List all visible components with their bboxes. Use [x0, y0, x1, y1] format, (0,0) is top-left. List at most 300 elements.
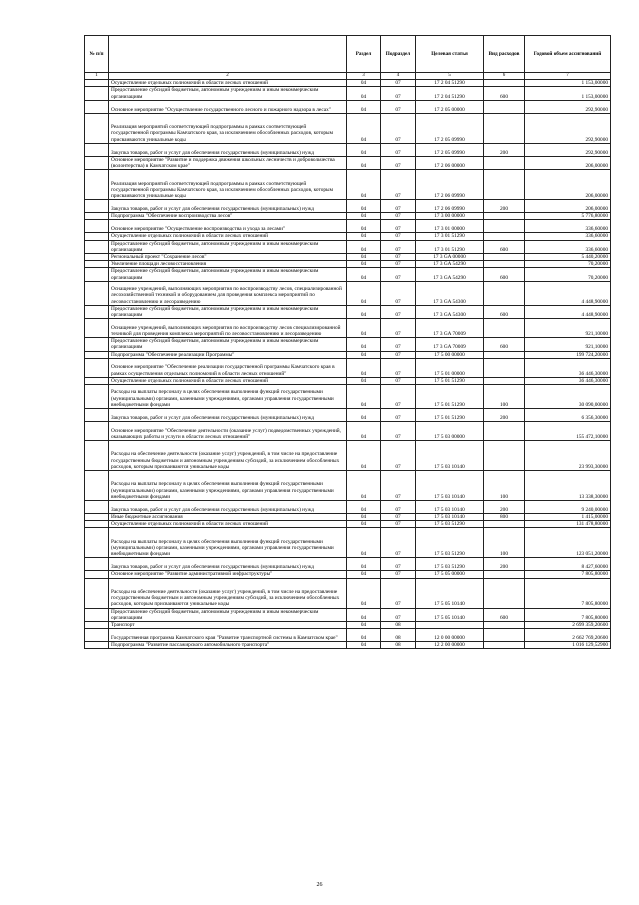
page-number: 26	[316, 882, 323, 888]
row-subsection-cell: 07	[381, 501, 416, 514]
row-name-cell: Предоставление субсидий бюджетным, автономным учреждениям и иным некоммерческим организациям	[109, 305, 347, 318]
row-section-cell: 04	[347, 622, 381, 629]
row-amount-cell: 13 338,30000	[525, 471, 611, 501]
table-row	[85, 281, 611, 305]
row-section-cell: 04	[347, 143, 381, 156]
table-row	[85, 642, 611, 649]
row-expense-type-cell: 600	[484, 338, 525, 351]
row-name-cell: Предоставление субсидий бюджетным, автономным учреждениям и иным некоммерческим организациям	[109, 608, 347, 621]
row-num-cell	[85, 233, 109, 240]
table-row	[85, 268, 611, 281]
row-section-cell: 04	[347, 558, 381, 571]
row-expense-type-cell: 200	[484, 143, 525, 156]
row-name-cell: Расходы на обеспечение деятельности (оказание услуг) учреждений, в том числе на предоставление государственным бюджетным и автономным учреждениям субсидий, за исключением обособленных расходов, которым присваиваются уникальные коды	[109, 441, 347, 471]
row-num-cell	[85, 608, 109, 621]
row-target-cell: 17 5 01 51290	[416, 409, 484, 422]
row-amount-cell: 4 448,90000	[525, 305, 611, 318]
header-number: 7	[525, 73, 611, 80]
row-target-cell: 17 3 01 51290	[416, 233, 484, 240]
row-expense-type-cell: 600	[484, 87, 525, 100]
header-number: 4	[381, 73, 416, 80]
row-name-cell: Основное мероприятие "Развитие административной инфраструктуры"	[109, 571, 347, 578]
header-row	[85, 36, 611, 73]
row-name-cell: Расходы на выплаты персоналу в целях обеспечения выполнения функций государственными (муниципальными) органами, казенными учреждениями, органами управления государственными внебюджетными фондами	[109, 385, 347, 409]
row-expense-type-cell	[484, 100, 525, 113]
row-amount-cell: 1 016 129,52900	[525, 642, 611, 649]
row-subsection-cell: 07	[381, 305, 416, 318]
row-amount-cell: 921,10000	[525, 338, 611, 351]
table-row	[85, 514, 611, 521]
row-target-cell: 17 3 00 00000	[416, 213, 484, 220]
row-target-cell: 17 3 GA 54300	[416, 281, 484, 305]
row-target-cell: 17 2 06 09990	[416, 170, 484, 200]
row-subsection-cell: 07	[381, 528, 416, 558]
row-expense-type-cell	[484, 377, 525, 384]
row-expense-type-cell	[484, 441, 525, 471]
row-section-cell: 04	[347, 233, 381, 240]
row-target-cell: 17 5 00 00000	[416, 351, 484, 358]
row-target-cell: 17 3 01 51290	[416, 240, 484, 253]
row-amount-cell: 123 051,20000	[525, 528, 611, 558]
row-target-cell: 17 3 GA 54290	[416, 261, 484, 268]
table-row	[85, 351, 611, 358]
row-name-cell: Основное мероприятие "Осуществление государственного лесного и пожарного надзора в лесах"	[109, 100, 347, 113]
table-row	[85, 528, 611, 558]
row-amount-cell: 155 472,10000	[525, 422, 611, 441]
row-section-cell: 04	[347, 338, 381, 351]
row-section-cell: 04	[347, 385, 381, 409]
row-section-cell: 04	[347, 358, 381, 377]
row-section-cell: 04	[347, 113, 381, 143]
row-target-cell: 17 5 05 10140	[416, 608, 484, 621]
table-row	[85, 100, 611, 113]
row-target-cell: 17 3 GA 70009	[416, 319, 484, 338]
row-target-cell: 17 3 GA 70009	[416, 338, 484, 351]
row-expense-type-cell	[484, 113, 525, 143]
row-name-cell: Осуществление отдельных полномочий в области лесных отношений	[109, 521, 347, 528]
row-num-cell	[85, 385, 109, 409]
row-name-cell: Оснащение учреждений, выполняющих мероприятия по воспроизводству лесов, специализированной лесохозяйственной техникой и оборудованием для проведения комплекса мероприятий по лесовосстановлению и лесоразведению	[109, 281, 347, 305]
row-expense-type-cell	[484, 213, 525, 220]
row-target-cell: 12 2 00 00000	[416, 642, 484, 649]
row-target-cell: 17 2 04 51290	[416, 80, 484, 87]
table-row	[85, 305, 611, 318]
row-section-cell: 04	[347, 240, 381, 253]
row-section-cell: 04	[347, 608, 381, 621]
row-expense-type-cell	[484, 422, 525, 441]
row-amount-cell: 336,60000	[525, 220, 611, 233]
row-section-cell: 04	[347, 100, 381, 113]
row-expense-type-cell: 800	[484, 514, 525, 521]
row-amount-cell: 6 356,30000	[525, 409, 611, 422]
row-num-cell	[85, 268, 109, 281]
row-name-cell: Предоставление субсидий бюджетным, автономным учреждениям и иным некоммерческим организациям	[109, 338, 347, 351]
table-row	[85, 254, 611, 261]
row-num-cell	[85, 338, 109, 351]
row-num-cell	[85, 471, 109, 501]
row-target-cell: 17 5 05 10140	[416, 578, 484, 608]
row-expense-type-cell: 200	[484, 409, 525, 422]
table-row	[85, 143, 611, 156]
row-name-cell: Реализация мероприятий соответствующей подпрограммы в рамках соответствующей государственной программы Камчатского края, за исключением обособленных расходов, которым присваиваются уникальные коды	[109, 113, 347, 143]
row-amount-cell: 36 446,30000	[525, 377, 611, 384]
row-name-cell: Реализация мероприятий соответствующей подпрограммы в рамках соответствующей государственной программы Камчатского края, за исключением обособленных расходов, которым присваиваются уникальные коды	[109, 170, 347, 200]
table-row	[85, 220, 611, 233]
row-target-cell: 17 5 03 10140	[416, 501, 484, 514]
row-section-cell: 04	[347, 409, 381, 422]
header-cell-section: Раздел	[347, 36, 381, 73]
row-amount-cell: 206,00000	[525, 170, 611, 200]
row-target-cell: 17 5 03 51290	[416, 558, 484, 571]
row-expense-type-cell	[484, 261, 525, 268]
row-section-cell: 04	[347, 629, 381, 642]
row-expense-type-cell	[484, 319, 525, 338]
row-target-cell: 17 2 06 09990	[416, 200, 484, 213]
row-name-cell: Основное мероприятие "Осуществление воспроизводства и ухода за лесами"	[109, 220, 347, 233]
row-target-cell: 17 3 01 00000	[416, 220, 484, 233]
row-name-cell: Государственная программа Камчатского края "Развитие транспортной системы в Камчатском крае"	[109, 629, 347, 642]
row-amount-cell: 30 090,00000	[525, 385, 611, 409]
row-name-cell: Предоставление субсидий бюджетным, автономным учреждениям и иным некоммерческим организациям	[109, 268, 347, 281]
row-target-cell: 17 3 GA 54300	[416, 305, 484, 318]
row-num-cell	[85, 281, 109, 305]
row-expense-type-cell: 600	[484, 268, 525, 281]
row-target-cell: 17 2 04 51290	[416, 87, 484, 100]
row-name-cell: Основное мероприятие "Обеспечение реализации государственной программы Камчатского края в рамках осуществления отдельных полномочий в области лесных отношений"	[109, 358, 347, 377]
row-section-cell: 04	[347, 514, 381, 521]
row-num-cell	[85, 220, 109, 233]
row-name-cell: Расходы на выплаты персоналу в целях обеспечения выполнения функций государственными (муниципальными) органами, казенными учреждениями, органами управления государственными внебюджетными фондами	[109, 528, 347, 558]
row-target-cell: 17 2 05 09990	[416, 113, 484, 143]
row-num-cell	[85, 80, 109, 87]
row-name-cell: Транспорт	[109, 622, 347, 629]
row-amount-cell: 336,60000	[525, 233, 611, 240]
row-subsection-cell: 07	[381, 100, 416, 113]
row-num-cell	[85, 240, 109, 253]
row-section-cell: 04	[347, 281, 381, 305]
row-section-cell: 04	[347, 220, 381, 233]
row-num-cell	[85, 578, 109, 608]
row-subsection-cell: 07	[381, 409, 416, 422]
budget-table	[84, 35, 611, 649]
row-name-cell: Осуществление отдельных полномочий в области лесных отношений	[109, 233, 347, 240]
row-num-cell	[85, 528, 109, 558]
row-subsection-cell: 07	[381, 422, 416, 441]
row-num-cell	[85, 409, 109, 422]
row-section-cell: 04	[347, 268, 381, 281]
row-amount-cell: 4 448,90000	[525, 281, 611, 305]
table-row	[85, 622, 611, 629]
table-row	[85, 113, 611, 143]
row-subsection-cell: 07	[381, 200, 416, 213]
row-name-cell: Расходы на обеспечение деятельности (оказание услуг) учреждений, в том числе на предоставление государственным бюджетным и автономным учреждениям субсидий, за исключением обособленных расходов, которым присваиваются уникальные коды	[109, 578, 347, 608]
row-subsection-cell: 07	[381, 220, 416, 233]
table-row	[85, 87, 611, 100]
header-cell-subsection: Подраздел	[381, 36, 416, 73]
row-section-cell: 04	[347, 501, 381, 514]
row-expense-type-cell: 600	[484, 305, 525, 318]
table-row	[85, 319, 611, 338]
table-row	[85, 358, 611, 377]
row-expense-type-cell	[484, 629, 525, 642]
row-subsection-cell: 07	[381, 113, 416, 143]
row-subsection-cell: 07	[381, 471, 416, 501]
table-row	[85, 409, 611, 422]
row-num-cell	[85, 143, 109, 156]
row-section-cell: 04	[347, 578, 381, 608]
row-expense-type-cell: 100	[484, 528, 525, 558]
row-target-cell: 17 5 03 51290	[416, 521, 484, 528]
row-expense-type-cell	[484, 578, 525, 608]
row-section-cell: 04	[347, 319, 381, 338]
header-cell-target: Целевая статья	[416, 36, 484, 73]
row-expense-type-cell	[484, 233, 525, 240]
row-name-cell: Оснащение учреждений, выполняющих мероприятия по воспроизводству лесов специализированной техникой для проведения комплекса мероприятий по лесовосстановлению и лесоразведению	[109, 319, 347, 338]
table-body	[85, 80, 611, 649]
row-num-cell	[85, 213, 109, 220]
row-target-cell: 17 5 03 10140	[416, 471, 484, 501]
row-subsection-cell: 07	[381, 240, 416, 253]
row-expense-type-cell	[484, 642, 525, 649]
row-expense-type-cell	[484, 220, 525, 233]
row-amount-cell: 70,20000	[525, 261, 611, 268]
row-section-cell: 04	[347, 377, 381, 384]
row-amount-cell: 5 440,20000	[525, 254, 611, 261]
row-target-cell: 17 5 05 00000	[416, 571, 484, 578]
row-amount-cell: 206,00000	[525, 156, 611, 169]
table-row	[85, 578, 611, 608]
table-row	[85, 213, 611, 220]
row-subsection-cell: 07	[381, 338, 416, 351]
row-num-cell	[85, 514, 109, 521]
row-expense-type-cell: 200	[484, 558, 525, 571]
table-row	[85, 200, 611, 213]
row-subsection-cell: 07	[381, 521, 416, 528]
row-section-cell: 04	[347, 351, 381, 358]
row-num-cell	[85, 571, 109, 578]
row-name-cell: Закупка товаров, работ и услуг для обеспечения государственных (муниципальных) нужд	[109, 501, 347, 514]
row-section-cell: 04	[347, 254, 381, 261]
row-subsection-cell: 08	[381, 642, 416, 649]
row-name-cell: Закупка товаров, работ и услуг для обеспечения государственных (муниципальных) нужд	[109, 558, 347, 571]
row-num-cell	[85, 377, 109, 384]
row-target-cell: 12 0 00 00000	[416, 629, 484, 642]
table-row	[85, 501, 611, 514]
row-section-cell: 04	[347, 87, 381, 100]
row-expense-type-cell: 100	[484, 471, 525, 501]
row-amount-cell: 8 427,60000	[525, 558, 611, 571]
row-expense-type-cell	[484, 351, 525, 358]
row-section-cell: 04	[347, 156, 381, 169]
row-expense-type-cell: 600	[484, 240, 525, 253]
row-num-cell	[85, 622, 109, 629]
row-subsection-cell: 07	[381, 358, 416, 377]
row-target-cell: 17 3 GA 00000	[416, 254, 484, 261]
row-subsection-cell: 07	[381, 441, 416, 471]
row-amount-cell: 23 993,30000	[525, 441, 611, 471]
row-num-cell	[85, 305, 109, 318]
row-subsection-cell: 08	[381, 622, 416, 629]
row-num-cell	[85, 254, 109, 261]
row-subsection-cell: 07	[381, 608, 416, 621]
row-num-cell	[85, 200, 109, 213]
row-subsection-cell: 07	[381, 233, 416, 240]
row-expense-type-cell	[484, 80, 525, 87]
row-section-cell: 04	[347, 213, 381, 220]
row-num-cell	[85, 422, 109, 441]
row-name-cell: Региональный проект "Сохранение лесов"	[109, 254, 347, 261]
row-num-cell	[85, 629, 109, 642]
row-num-cell	[85, 156, 109, 169]
row-expense-type-cell	[484, 622, 525, 629]
row-expense-type-cell	[484, 358, 525, 377]
row-subsection-cell: 07	[381, 87, 416, 100]
row-name-cell: Подпрограмма "Обеспечение реализации Программы"	[109, 351, 347, 358]
row-target-cell: 17 2 06 00000	[416, 156, 484, 169]
row-subsection-cell: 07	[381, 268, 416, 281]
row-name-cell: Основное мероприятие "Обеспечение деятельности (оказание услуг) подведомственных учреждений, оказывающих работы и услуги в области лесных отношений"	[109, 422, 347, 441]
row-subsection-cell: 07	[381, 514, 416, 521]
row-subsection-cell: 07	[381, 377, 416, 384]
header-cell-expense-type: Вид расходов	[484, 36, 525, 73]
table-row	[85, 170, 611, 200]
row-section-cell: 04	[347, 571, 381, 578]
row-num-cell	[85, 501, 109, 514]
header-number: 1	[85, 73, 109, 80]
row-subsection-cell: 07	[381, 156, 416, 169]
row-subsection-cell: 07	[381, 578, 416, 608]
row-section-cell: 04	[347, 305, 381, 318]
row-name-cell: Закупка товаров, работ и услуг для обеспечения государственных (муниципальных) нужд	[109, 200, 347, 213]
row-target-cell: 17 5 01 51290	[416, 377, 484, 384]
row-subsection-cell: 07	[381, 319, 416, 338]
row-target-cell: 17 5 03 10140	[416, 514, 484, 521]
table-row	[85, 558, 611, 571]
row-section-cell: 04	[347, 528, 381, 558]
row-subsection-cell: 07	[381, 351, 416, 358]
row-amount-cell: 2 662 769,20600	[525, 629, 611, 642]
row-subsection-cell: 07	[381, 254, 416, 261]
row-subsection-cell: 07	[381, 558, 416, 571]
row-num-cell	[85, 521, 109, 528]
header-number: 2	[109, 73, 347, 80]
row-num-cell	[85, 441, 109, 471]
row-subsection-cell: 08	[381, 629, 416, 642]
row-section-cell: 04	[347, 261, 381, 268]
row-amount-cell: 921,10000	[525, 319, 611, 338]
row-num-cell	[85, 87, 109, 100]
row-name-cell: Закупка товаров, работ и услуг для обеспечения государственных (муниципальных) нужд	[109, 143, 347, 156]
row-target-cell	[416, 622, 484, 629]
row-name-cell: Осуществление отдельных полномочий в области лесных отношений	[109, 80, 347, 87]
row-subsection-cell: 07	[381, 213, 416, 220]
row-section-cell: 04	[347, 471, 381, 501]
header-cell-num: № п/п	[85, 36, 109, 73]
row-num-cell	[85, 113, 109, 143]
row-amount-cell: 36 446,30000	[525, 358, 611, 377]
row-expense-type-cell	[484, 156, 525, 169]
row-num-cell	[85, 642, 109, 649]
row-amount-cell: 7 805,80000	[525, 571, 611, 578]
row-subsection-cell: 07	[381, 80, 416, 87]
row-target-cell: 17 5 03 51290	[416, 528, 484, 558]
table-row	[85, 571, 611, 578]
row-amount-cell: 292,90000	[525, 143, 611, 156]
row-subsection-cell: 07	[381, 143, 416, 156]
row-target-cell: 17 5 01 00000	[416, 358, 484, 377]
table-row	[85, 471, 611, 501]
header-number: 5	[416, 73, 484, 80]
row-expense-type-cell	[484, 571, 525, 578]
row-target-cell: 17 2 05 09990	[416, 143, 484, 156]
row-amount-cell: 206,00000	[525, 200, 611, 213]
header-number: 3	[347, 73, 381, 80]
row-subsection-cell: 07	[381, 385, 416, 409]
row-name-cell: Подпрограмма "Обеспечение воспроизводства лесов"	[109, 213, 347, 220]
row-amount-cell: 2 699 359,20600	[525, 622, 611, 629]
row-name-cell: Предоставление субсидий бюджетным, автономным учреждениям и иным некоммерческим организациям	[109, 87, 347, 100]
table-row	[85, 261, 611, 268]
row-subsection-cell: 07	[381, 571, 416, 578]
table-row	[85, 608, 611, 621]
row-amount-cell: 5 776,80000	[525, 213, 611, 220]
row-section-cell: 04	[347, 422, 381, 441]
header-cell-amount: Годовой объем ассигнований	[525, 36, 611, 73]
header-numbers-row	[85, 73, 611, 80]
row-target-cell: 17 2 05 00000	[416, 100, 484, 113]
table-row	[85, 629, 611, 642]
row-subsection-cell: 07	[381, 170, 416, 200]
row-num-cell	[85, 558, 109, 571]
table-row	[85, 377, 611, 384]
table-row	[85, 338, 611, 351]
row-name-cell: Предоставление субсидий бюджетным, автономным учреждениям и иным некоммерческим организациям	[109, 240, 347, 253]
row-target-cell: 17 5 03 10140	[416, 441, 484, 471]
row-section-cell: 04	[347, 441, 381, 471]
row-name-cell: Подпрограмма "Развитие пассажирского автомобильного транспорта"	[109, 642, 347, 649]
row-amount-cell: 1 153,00000	[525, 87, 611, 100]
row-name-cell: Закупка товаров, работ и услуг для обеспечения государственных (муниципальных) нужд	[109, 409, 347, 422]
row-name-cell: Увеличение площади лесовосстановления	[109, 261, 347, 268]
row-target-cell: 17 5 03 00000	[416, 422, 484, 441]
row-num-cell	[85, 351, 109, 358]
row-amount-cell: 199 724,20000	[525, 351, 611, 358]
table-row	[85, 156, 611, 169]
header-number: 6	[484, 73, 525, 80]
row-expense-type-cell	[484, 170, 525, 200]
row-expense-type-cell	[484, 521, 525, 528]
row-amount-cell: 7 805,80000	[525, 578, 611, 608]
row-num-cell	[85, 358, 109, 377]
row-section-cell: 04	[347, 642, 381, 649]
row-section-cell: 04	[347, 80, 381, 87]
table-row	[85, 521, 611, 528]
table-row	[85, 240, 611, 253]
row-num-cell	[85, 170, 109, 200]
row-section-cell: 04	[347, 170, 381, 200]
row-expense-type-cell: 200	[484, 501, 525, 514]
row-amount-cell: 131 478,80000	[525, 521, 611, 528]
row-amount-cell: 70,20000	[525, 268, 611, 281]
row-subsection-cell: 07	[381, 261, 416, 268]
row-name-cell: Основное мероприятие "Развитие и поддержка движения школьных лесничеств и добровольчества (волонтерства) в Камчатском крае"	[109, 156, 347, 169]
row-expense-type-cell	[484, 281, 525, 305]
row-num-cell	[85, 261, 109, 268]
header-cell-name	[109, 36, 347, 73]
row-num-cell	[85, 100, 109, 113]
row-target-cell: 17 3 GA 54290	[416, 268, 484, 281]
row-section-cell: 04	[347, 521, 381, 528]
